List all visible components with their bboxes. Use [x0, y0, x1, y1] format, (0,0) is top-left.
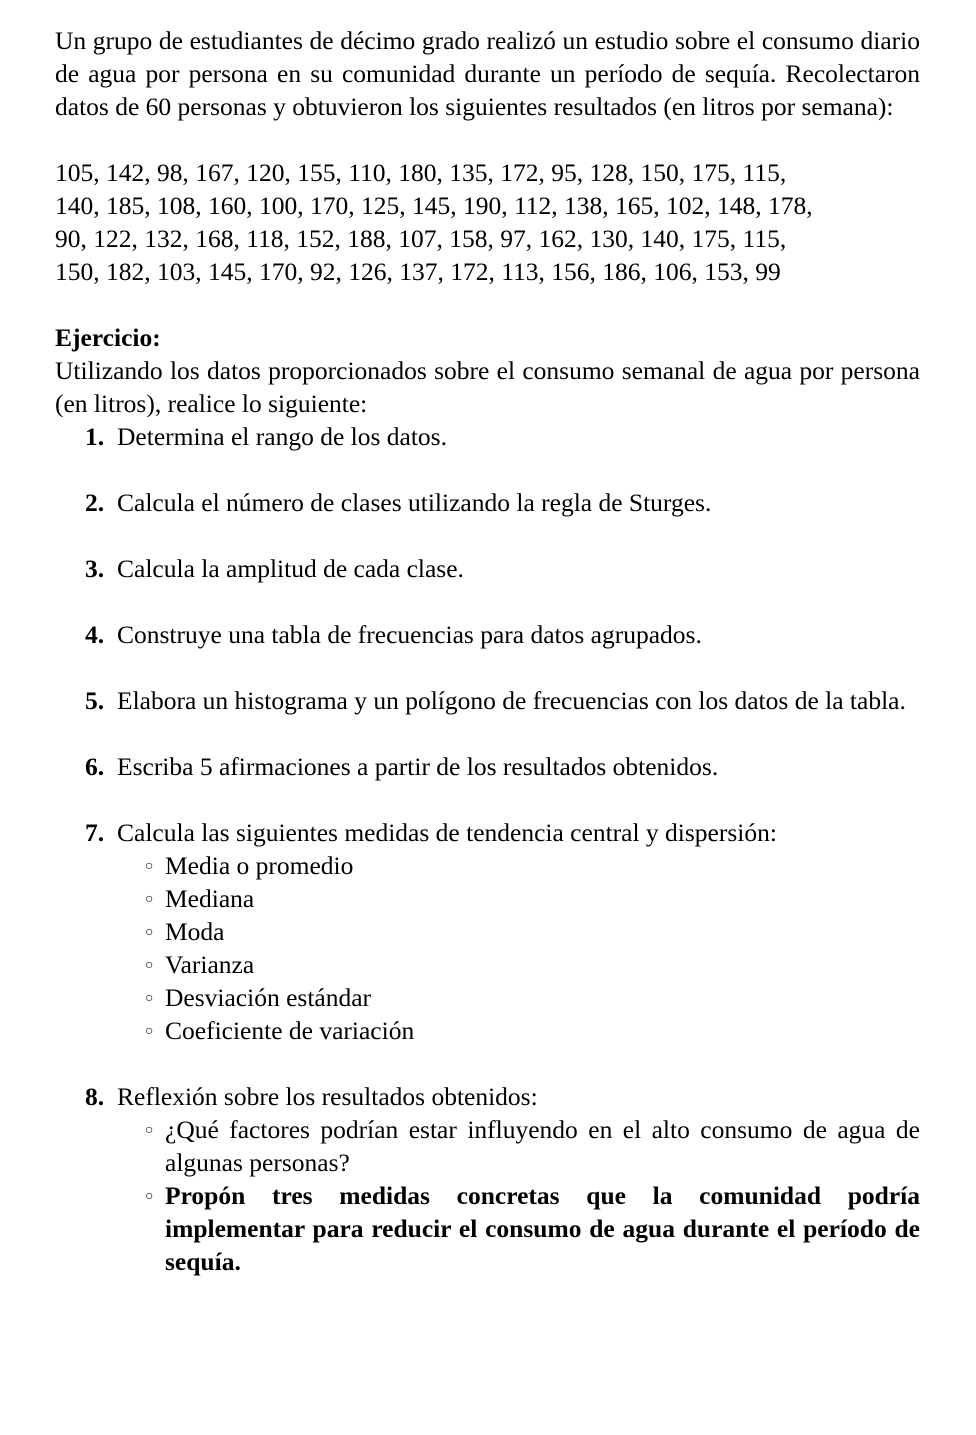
item-text: Reflexión sobre los resultados obtenidos: — [117, 1082, 538, 1111]
item-number: 2. — [85, 488, 105, 517]
list-item — [55, 882, 920, 915]
item-text: Calcula el número de clases utilizando la regla de Sturges. — [117, 488, 712, 517]
list-item — [55, 915, 920, 948]
item-number: 1. — [85, 422, 105, 451]
sub-item-label: Varianza — [165, 950, 255, 979]
exercise-items-list — [55, 420, 920, 849]
intro-paragraph: Un grupo de estudiantes de décimo grado realizó un estudio sobre el consumo diario de agua por persona en su comunidad durante un período de sequía. Recolectaron datos de 60 personas y obtuvieron los siguientes resultados (en litros por semana): — [55, 26, 920, 121]
list-item — [55, 1080, 920, 1113]
list-item — [55, 486, 920, 519]
exercise-heading: Ejercicio: — [55, 323, 161, 352]
list-item — [55, 684, 920, 717]
item-number: 7. — [85, 818, 105, 847]
list-item — [55, 948, 920, 981]
sub-item-label: Mediana — [165, 884, 255, 913]
spacer — [55, 123, 920, 156]
circle-bullet-icon: ○ — [145, 1189, 154, 1204]
list-item — [55, 750, 920, 783]
spacer — [55, 288, 920, 321]
list-item — [55, 981, 920, 1014]
measures-sublist — [55, 849, 920, 1047]
circle-bullet-icon: ○ — [145, 1024, 154, 1039]
sub-item-label: Media o promedio — [165, 851, 354, 880]
list-item — [55, 552, 920, 585]
item-number: 8. — [85, 1082, 105, 1111]
list-item — [55, 1014, 920, 1047]
item-text: Calcula la amplitud de cada clase. — [117, 554, 464, 583]
sub-item-label: ¿Qué factores podrían estar influyendo en el alto consumo de agua de algunas personas? — [165, 1115, 920, 1177]
item-number: 6. — [85, 752, 105, 781]
item-text: Calcula las siguientes medidas de tendencia central y dispersión: — [117, 818, 777, 847]
circle-bullet-icon: ○ — [145, 892, 154, 907]
item-text: Escriba 5 afirmaciones a partir de los resultados obtenidos. — [117, 752, 719, 781]
data-row: 90, 122, 132, 168, 118, 152, 188, 107, 158, 97, 162, 130, 140, 175, 115, — [55, 224, 787, 253]
circle-bullet-icon: ○ — [145, 958, 154, 973]
item-number: 4. — [85, 620, 105, 649]
list-item — [55, 816, 920, 849]
data-row: 150, 182, 103, 145, 170, 92, 126, 137, 172, 113, 156, 186, 106, 153, 99 — [55, 257, 781, 286]
spacer — [55, 1047, 920, 1080]
item-text: Construye una tabla de frecuencias para datos agrupados. — [117, 620, 702, 649]
list-item — [55, 1179, 920, 1278]
reflection-sublist — [55, 1113, 920, 1278]
list-item — [55, 618, 920, 651]
item-number: 3. — [85, 554, 105, 583]
list-item — [55, 420, 920, 453]
item-text: Elabora un histograma y un polígono de frecuencias con los datos de la tabla. — [117, 686, 906, 715]
circle-bullet-icon: ○ — [145, 859, 154, 874]
item-text: Determina el rango de los datos. — [117, 422, 447, 451]
sub-item-label: Moda — [165, 917, 225, 946]
circle-bullet-icon: ○ — [145, 1123, 154, 1138]
sub-item-label: Coeficiente de variación — [165, 1016, 415, 1045]
list-item — [55, 1113, 920, 1179]
circle-bullet-icon: ○ — [145, 925, 154, 940]
data-row: 140, 185, 108, 160, 100, 170, 125, 145, 190, 112, 138, 165, 102, 148, 178, — [55, 191, 813, 220]
circle-bullet-icon: ○ — [145, 991, 154, 1006]
list-item — [55, 849, 920, 882]
sub-item-label: Desviación estándar — [165, 983, 372, 1012]
reflection-item-list — [55, 1080, 920, 1113]
data-row: 105, 142, 98, 167, 120, 155, 110, 180, 135, 172, 95, 128, 150, 175, 115, — [55, 158, 787, 187]
item-number: 5. — [85, 686, 105, 715]
sub-item-label: Propón tres medidas concretas que la comunidad podría implementar para reducir el consumo de agua durante el período de sequía. — [165, 1181, 920, 1276]
exercise-intro-paragraph: Utilizando los datos proporcionados sobre el consumo semanal de agua por persona (en litros), realice lo siguiente: — [55, 356, 920, 418]
data-values-block — [55, 156, 920, 288]
